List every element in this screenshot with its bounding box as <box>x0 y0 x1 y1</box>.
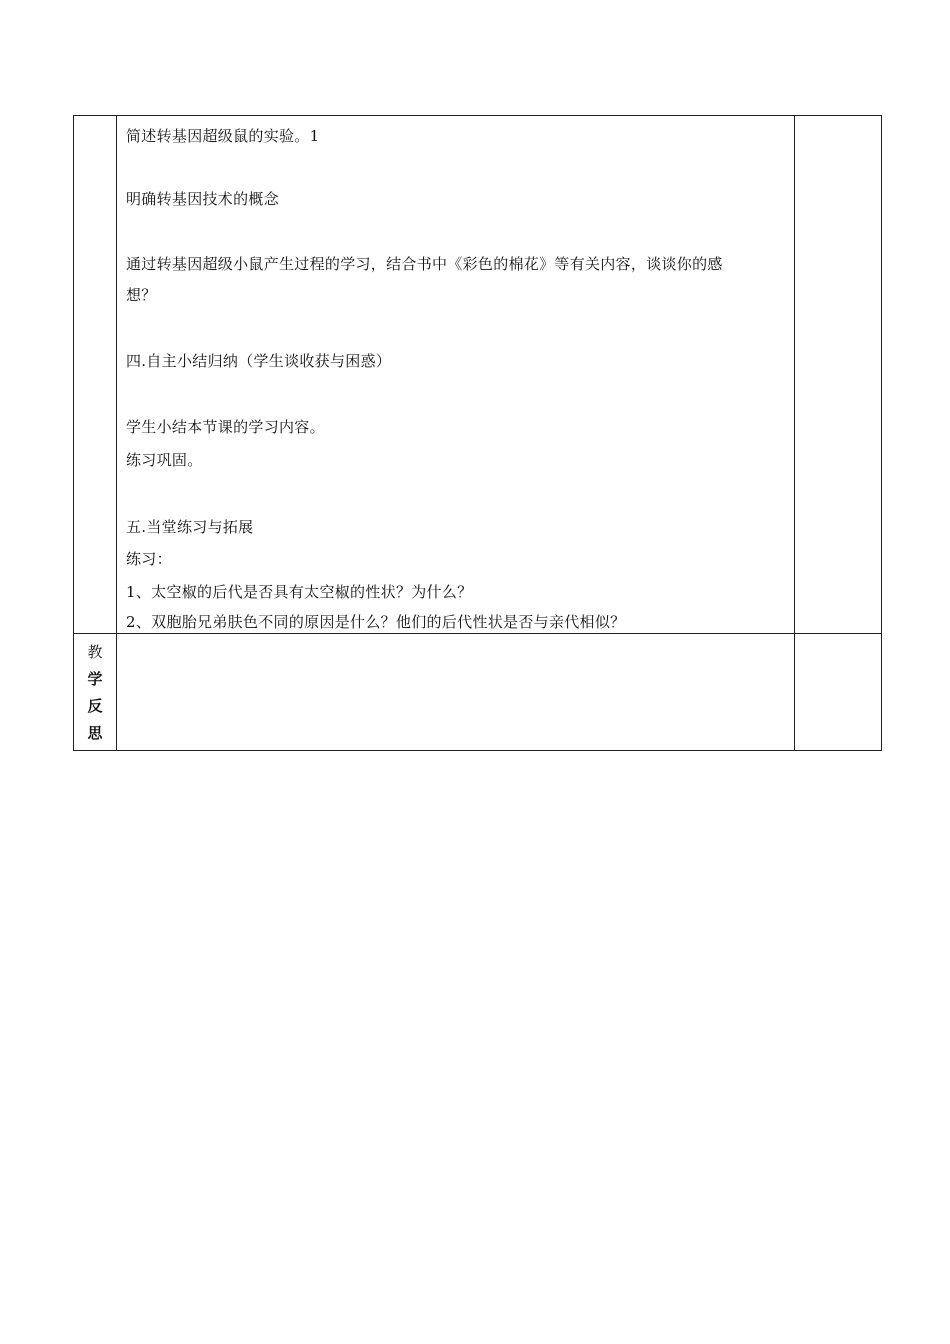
reflection-label-char: 学 <box>87 670 103 688</box>
text-line: 学生小结本节课的学习内容。 <box>126 418 325 436</box>
reflection-label <box>74 634 116 747</box>
reflection-label-char: 教 <box>87 643 103 661</box>
reflection-content-cell <box>117 634 795 751</box>
teaching-process-row <box>74 116 882 634</box>
content-body <box>117 116 794 633</box>
text-line: 通过转基因超级小鼠产生过程的学习，结合书中《彩色的棉花》等有关内容，谈谈你的感 <box>126 255 723 273</box>
section-heading: 五.当堂练习与拓展 <box>126 518 254 536</box>
text-line: 简述转基因超级鼠的实验。1 <box>126 127 320 145</box>
notes-cell <box>795 116 882 634</box>
reflection-label-char: 反 <box>87 697 103 715</box>
teaching-reflection-row <box>74 634 882 751</box>
exercise-item: 1、太空椒的后代是否具有太空椒的性状？为什么？ <box>126 583 473 601</box>
left-label-cell <box>74 116 117 634</box>
text-line: 练习巩固。 <box>126 451 203 469</box>
content-cell <box>117 116 795 634</box>
text-line: 明确转基因技术的概念 <box>126 190 280 208</box>
section-heading: 四.自主小结归纳（学生谈收获与困惑） <box>126 352 392 370</box>
exercise-item: 2、双胞胎兄弟肤色不同的原因是什么？他们的后代性状是否与亲代相似？ <box>126 613 626 631</box>
text-line: 想？ <box>126 286 157 304</box>
lesson-plan-table <box>73 115 882 751</box>
text-line: 练习： <box>126 550 172 568</box>
reflection-label-cell <box>74 634 117 751</box>
reflection-label-char: 思 <box>87 724 103 742</box>
reflection-notes-cell <box>795 634 882 751</box>
